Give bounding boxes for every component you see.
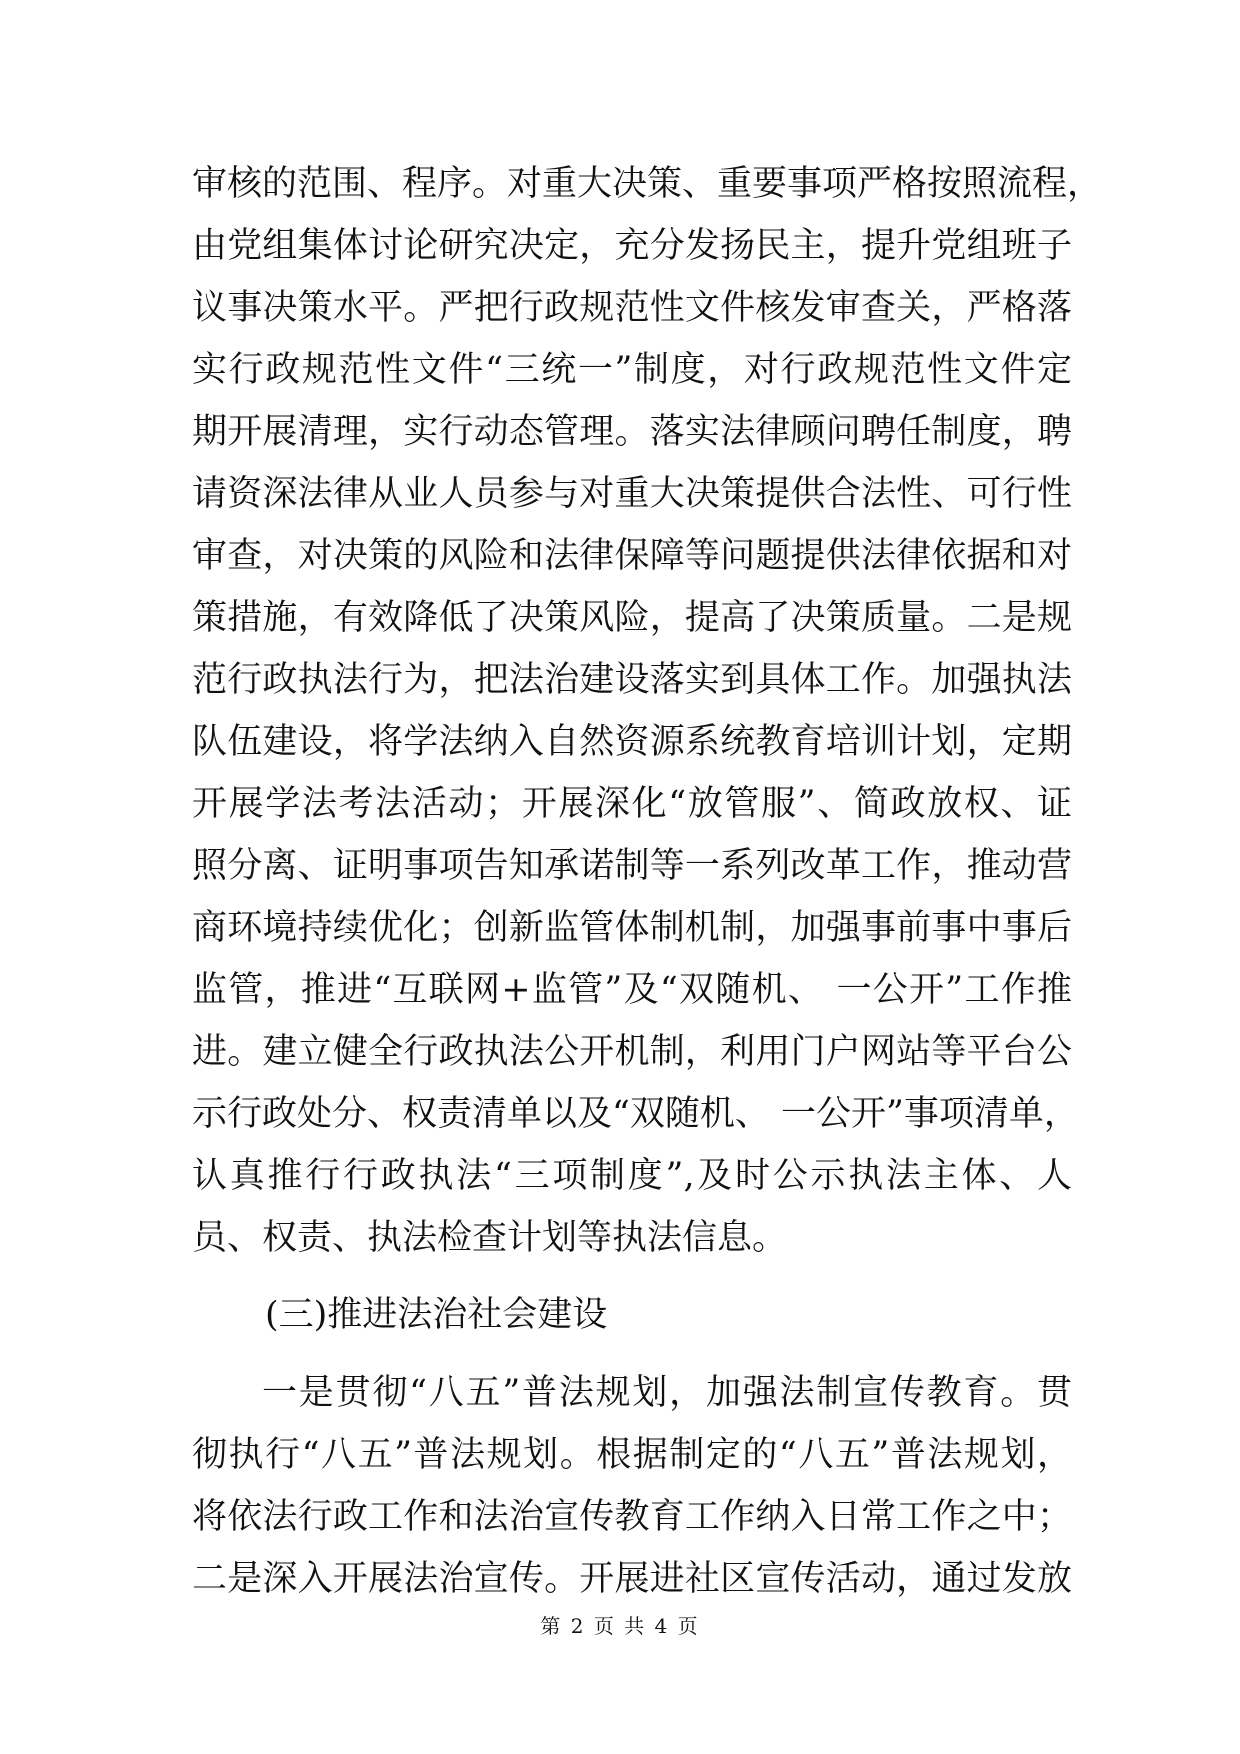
text-line: 员、权责、执法检查计划等执法信息。 bbox=[192, 1218, 788, 1258]
text-line: 开展学法考法活动；开展深化“放管服”、简政放权、证 bbox=[192, 784, 1072, 824]
text-line: 将依法行政工作和法治宣传教育工作纳入日常工作之中； bbox=[192, 1497, 1072, 1537]
text-line: 期开展清理，实行动态管理。落实法律顾问聘任制度，聘 bbox=[192, 412, 1072, 452]
text-line: 认真推行行政执法“三项制度”,及时公示执法主体、人 bbox=[192, 1156, 1072, 1196]
text-line: 审核的范围、程序。对重大决策、重要事项严格按照流程， bbox=[192, 164, 1103, 204]
text-line: 进。建立健全行政执法公开机制，利用门户网站等平台公 bbox=[192, 1032, 1072, 1072]
text-line: 请资深法律从业人员参与对重大决策提供合法性、可行性 bbox=[192, 474, 1072, 514]
text-line: 实行政规范性文件“三统一”制度，对行政规范性文件定 bbox=[192, 350, 1072, 390]
text-line: 一是贯彻“八五”普法规划，加强法制宣传教育。贯 bbox=[262, 1373, 1072, 1413]
text-line: 彻执行“八五”普法规划。根据制定的“八五”普法规划， bbox=[192, 1435, 1072, 1475]
section-heading: (三)推进法治社会建设 bbox=[265, 1295, 608, 1335]
text-line: 策措施，有效降低了决策风险，提高了决策质量。二是规 bbox=[192, 598, 1072, 638]
text-line: 议事决策水平。严把行政规范性文件核发审查关，严格落 bbox=[192, 288, 1072, 328]
text-line: 监管，推进“互联网+监管”及“双随机、 一公开”工作推 bbox=[192, 970, 1072, 1010]
text-line: 审查，对决策的风险和法律保障等问题提供法律依据和对 bbox=[192, 536, 1072, 576]
page-footer: 第 2 页 共 4 页 bbox=[540, 1614, 700, 1638]
text-line: 由党组集体讨论研究决定，充分发扬民主，提升党组班子 bbox=[192, 226, 1072, 266]
text-line: 示行政处分、权责清单以及“双随机、 一公开”事项清单， bbox=[192, 1094, 1079, 1134]
text-line: 照分离、证明事项告知承诺制等一系列改革工作，推动营 bbox=[192, 846, 1072, 886]
text-line: 队伍建设，将学法纳入自然资源系统教育培训计划，定期 bbox=[192, 722, 1072, 762]
text-line: 二是深入开展法治宣传。开展进社区宣传活动，通过发放 bbox=[192, 1559, 1072, 1599]
text-line: 范行政执法行为，把法治建设落实到具体工作。加强执法 bbox=[192, 660, 1072, 700]
text-line: 商环境持续优化；创新监管体制机制，加强事前事中事后 bbox=[192, 908, 1072, 948]
